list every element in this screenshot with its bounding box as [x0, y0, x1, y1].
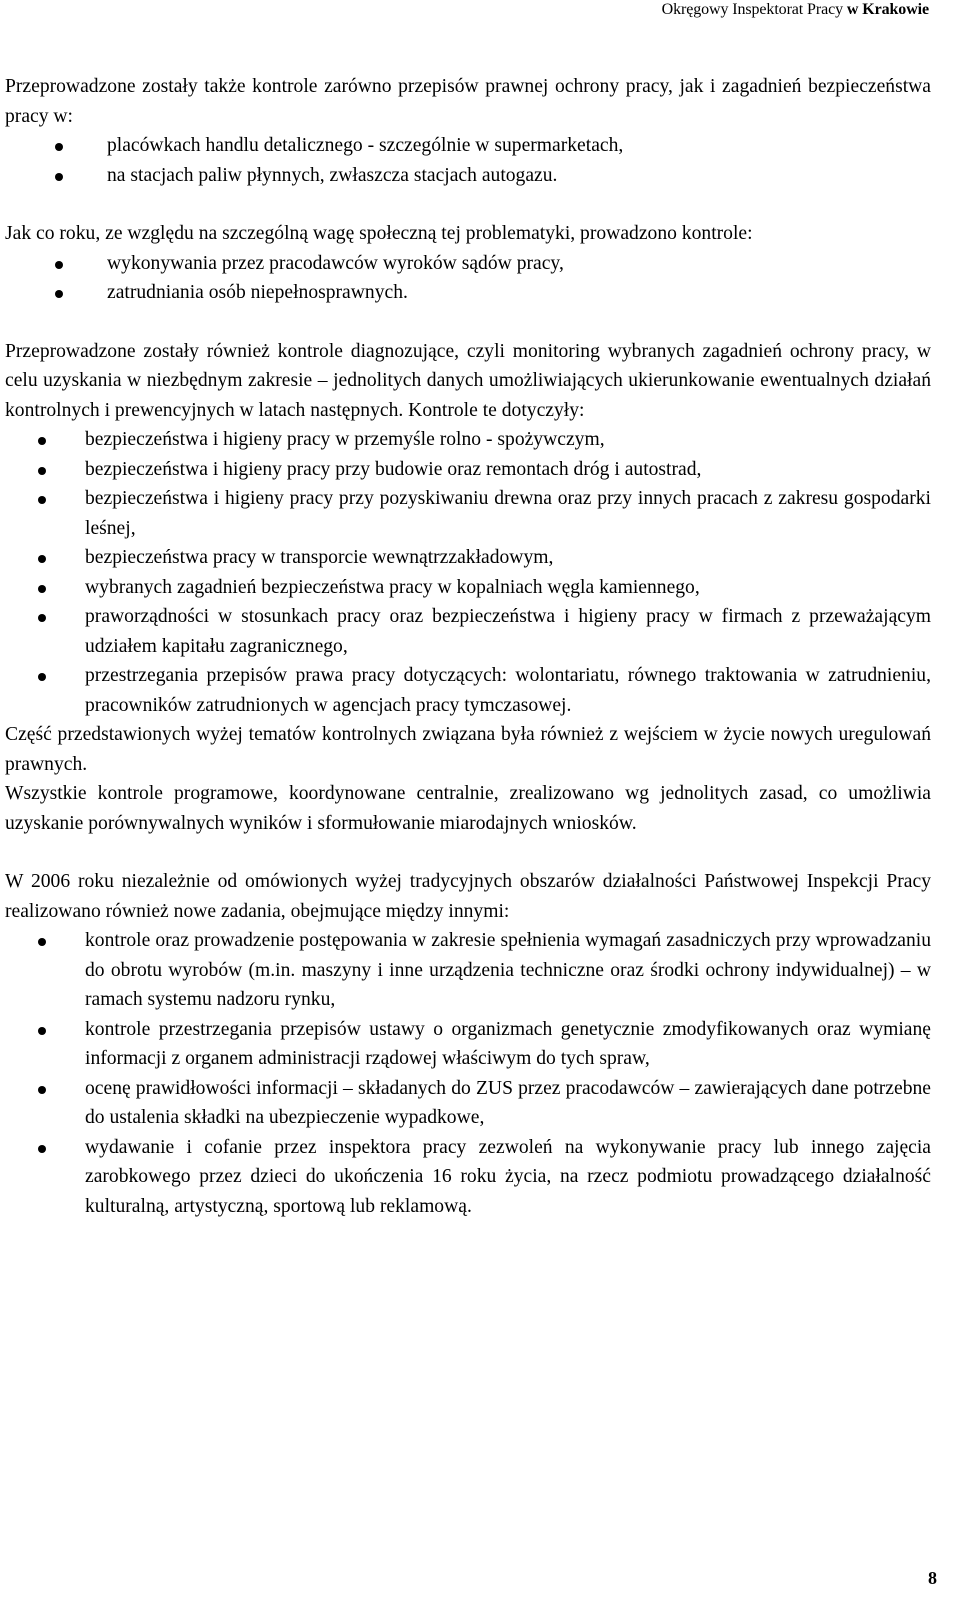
list-item: wydawanie i cofanie przez inspektora pracy zezwoleń na wykonywanie pracy lub innego zajęcia zarobkowego przez dzieci do ukończenia 16 roku życia, na rzecz podmiotu prowadzącego działalność kulturalną, artystyczną, sportową lub reklamową. [5, 1133, 931, 1222]
section3-after-2: Wszystkie kontrole programowe, koordynowane centralnie, zrealizowano wg jednolitych zasad, co umożliwia uzyskanie porównywalnych wyników i sformułowanie miarodajnych wniosków. [5, 783, 931, 834]
bullet-icon [55, 173, 63, 181]
list-item: bezpieczeństwa pracy w transporcie wewnątrzzakładowym, [5, 543, 931, 573]
list-item: placówkach handlu detalicznego - szczególnie w supermarketach, [5, 131, 931, 161]
bullet-icon [38, 1086, 46, 1094]
section4-list [5, 926, 931, 1221]
section1-list [5, 131, 931, 190]
page-number: 8 [928, 1568, 937, 1588]
bullet-icon [38, 938, 46, 946]
bullet-icon [38, 555, 46, 563]
header-title-regular: Okręgowy Inspektorat Pracy [661, 1, 843, 18]
section3-after-1: Część przedstawionych wyżej tematów kontrolnych związana była również z wejściem w życie nowych uregulowań prawnych. [5, 724, 931, 775]
section3-list [5, 425, 931, 720]
bullet-icon [55, 261, 63, 269]
section3-intro: Przeprowadzone zostały również kontrole diagnozujące, czyli monitoring wybranych zagadnień ochrony pracy, w celu uzyskania w niezbędnym zakresie – jednolitych danych umożliwiających ukierunkowanie ewentualnych działań kontrolnych i prewencyjnych w latach następnych. Kontrole te dotyczyły: [5, 340, 931, 421]
bullet-icon [55, 143, 63, 151]
section4-intro: W 2006 roku niezależnie od omówionych wyżej tradycyjnych obszarów działalności Państwowej Inspekcji Pracy realizowano również nowe zadania, obejmujące między innymi: [5, 871, 931, 922]
list-item: kontrole przestrzegania przepisów ustawy o organizmach genetycznie zmodyfikowanych oraz wymianę informacji z organem administracji rządowej właściwym do tych spraw, [5, 1015, 931, 1074]
bullet-icon [38, 614, 46, 622]
list-item: kontrole oraz prowadzenie postępowania w zakresie spełnienia wymagań zasadniczych przy wprowadzaniu do obrotu wyrobów (m.in. maszyny i inne urządzenia techniczne oraz środki ochrony indywidualnej) – w ramach systemu nadzoru rynku, [5, 926, 931, 1015]
list-item: zatrudniania osób niepełnosprawnych. [5, 278, 931, 308]
list-item: bezpieczeństwa i higieny pracy przy budowie oraz remontach dróg i autostrad, [5, 455, 931, 485]
document-body [5, 72, 931, 1221]
list-item: bezpieczeństwa i higieny pracy przy pozyskiwaniu drewna oraz przy innych pracach z zakresu gospodarki leśnej, [5, 484, 931, 543]
bullet-icon [55, 290, 63, 298]
list-item: na stacjach paliw płynnych, zwłaszcza stacjach autogazu. [5, 161, 931, 191]
bullet-icon [38, 437, 46, 445]
list-item: przestrzegania przepisów prawa pracy dotyczących: wolontariatu, równego traktowania w zatrudnieniu, pracowników zatrudnionych w agencjach pracy tymczasowej. [5, 661, 931, 720]
bullet-icon [38, 1027, 46, 1035]
list-item: praworządności w stosunkach pracy oraz bezpieczeństwa i higieny pracy w firmach z przeważającym udziałem kapitału zagranicznego, [5, 602, 931, 661]
list-item: wybranych zagadnień bezpieczeństwa pracy w kopalniach węgla kamiennego, [5, 573, 931, 603]
section2-list [5, 249, 931, 308]
list-item: wykonywania przez pracodawców wyroków sądów pracy, [5, 249, 931, 279]
header-title-bold: w Krakowie [846, 1, 929, 18]
list-item: ocenę prawidłowości informacji – składanych do ZUS przez pracodawców – zawierających dane potrzebne do ustalenia składki na ubezpieczenie wypadkowe, [5, 1074, 931, 1133]
bullet-icon [38, 1145, 46, 1153]
section2-intro: Jak co roku, ze względu na szczególną wagę społeczną tej problematyki, prowadzono kontrole: [5, 223, 753, 244]
bullet-icon [38, 585, 46, 593]
bullet-icon [38, 467, 46, 475]
page-header [662, 0, 929, 20]
bullet-icon [38, 673, 46, 681]
list-item: bezpieczeństwa i higieny pracy w przemyśle rolno - spożywczym, [5, 425, 931, 455]
section1-intro: Przeprowadzone zostały także kontrole zarówno przepisów prawnej ochrony pracy, jak i zagadnień bezpieczeństwa pracy w: [5, 76, 931, 127]
bullet-icon [38, 496, 46, 504]
